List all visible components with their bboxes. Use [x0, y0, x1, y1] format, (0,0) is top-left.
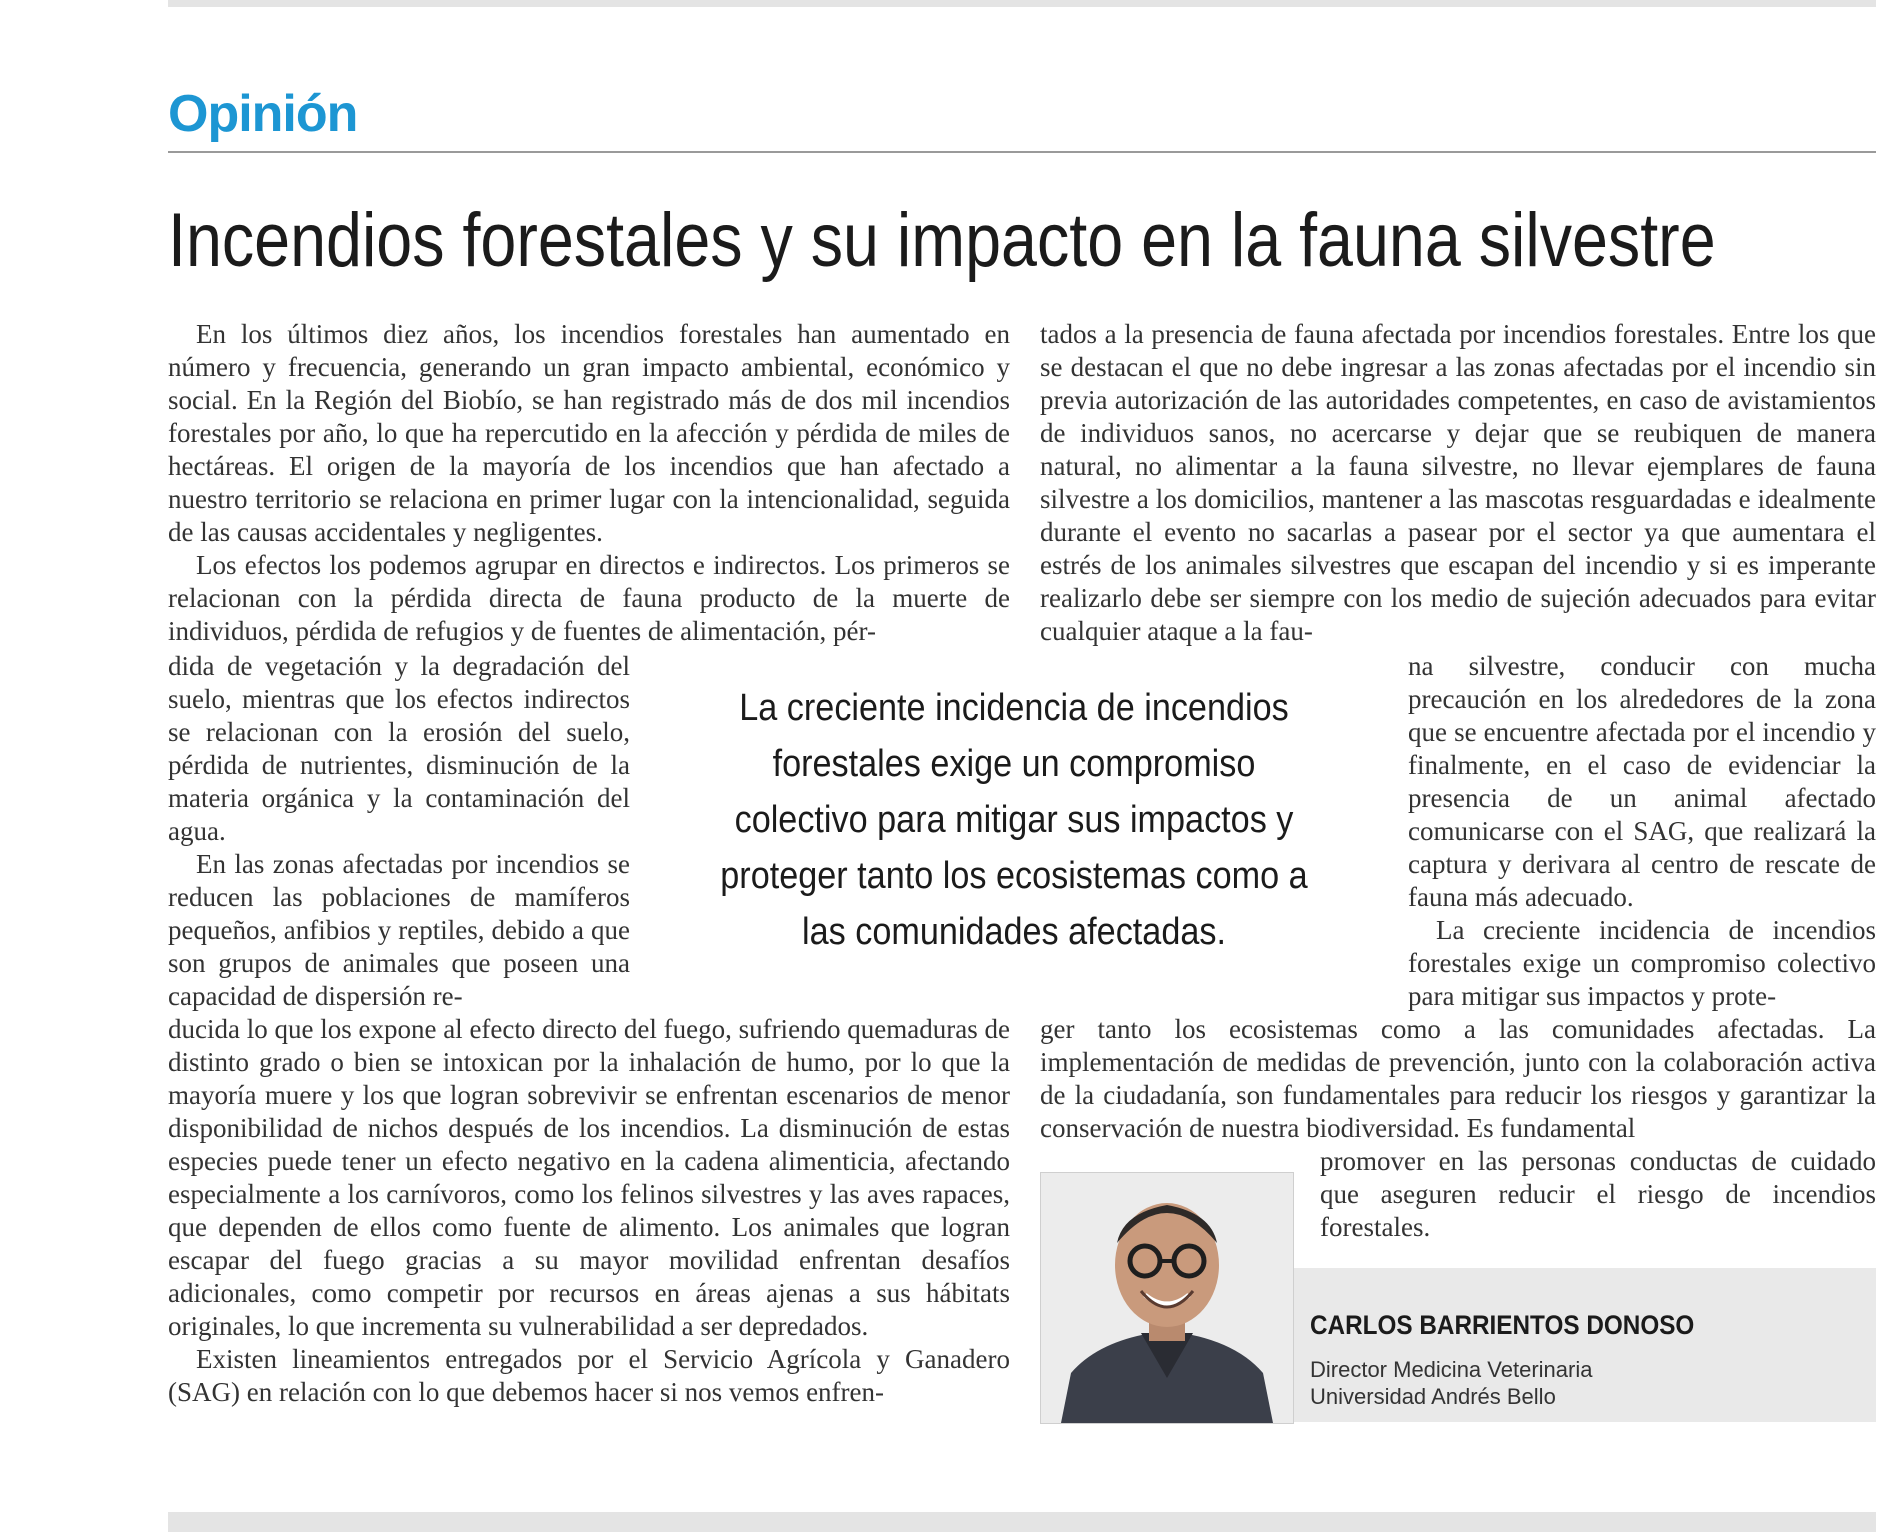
paragraph-continued: dida de vegetación y la degradación del suelo, mientras que los efectos indirectos se relacionan con la erosión del suelo, pérdida de nutrientes, disminución de la materia orgánica y la contaminación del agua.: [168, 651, 630, 846]
column-1-narrow: [168, 650, 630, 1013]
page-bottom-bar: [168, 1512, 1876, 1532]
column-1-bottom: [168, 1013, 1010, 1409]
paragraph-continued: tados a la presencia de fauna afectada por incendios forestales. Entre los que se destacan el que no debe ingresar a las zonas afectadas por el incendio sin previa autorización de las autoridades competentes, en caso de avistamientos de individuos sanos, no acercarse y dejar que se reubiquen de manera natural, no alimentar a la fauna silvestre, no llevar ejemplares de fauna silvestre a los domicilios, mantener a las mascotas resguardadas e idealmente durante el evento no sacarlas a pasear por el sector ya que aumentara el estrés de los animales silvestres que escapan del incendio y si es imperante realizarlo debe ser siempre con los medio de sujeción adecuados para evitar cualquier ataque a la fau-: [1040, 319, 1876, 646]
paragraph: La creciente incidencia de incendios forestales exige un compromiso colectivo para mitigar sus impactos y prote-: [1408, 915, 1876, 1011]
paragraph-continued: na silvestre, conducir con mucha precaución en los alrededores de la zona que se encuentre afectada por el incendio y finalmente, en el caso de evidenciar la presencia de un animal afectado comunicarse con el SAG, que realizará la captura y derivara al centro de rescate de fauna más adecuado.: [1408, 651, 1876, 912]
paragraph-continued: ducida lo que los expone al efecto directo del fuego, sufriendo quemaduras de distinto grado o bien se intoxican por la inhalación de humo, por lo que la mayoría muere y los que logran sobrevivir se enfrentan escenarios de menor disponibilidad de nichos después de los incendios. La disminución de estas especies puede tener un efecto negativo en la cadena alimenticia, afectando especialmente a los carnívoros, como los felinos silvestres y las aves rapaces, que dependen de ellos como fuente de alimento. Los animales que logran escapar del fuego gracias a su mayor movilidad enfrentan desafíos adicionales, como competir por recursos en áreas ajenas a sus hábitats originales, lo que incrementa su vulnerabilidad a ser depredados.: [168, 1014, 1010, 1341]
pull-quote: La creciente incidencia de incendios forestales exige un compromiso colectivo para mitigar sus impactos y proteger tanto los ecosistemas como a las comunidades afectadas.: [720, 687, 1308, 953]
paragraph-continued: ger tanto los ecosistemas como a las comunidades afectadas. La implementación de medidas de prevención, junto con la colaboración activa de la ciudadanía, son fundamentales para reducir los riesgos y garantizar la conservación de nuestra biodiversidad. Es fundamental: [1040, 1014, 1876, 1143]
section-divider: [168, 151, 1876, 153]
column-2-end: [1320, 1145, 1876, 1244]
column-1-top: [168, 318, 1010, 648]
author-name: CARLOS BARRIENTOS DONOSO: [1310, 1310, 1695, 1340]
column-2-narrow: [1408, 650, 1876, 1013]
paragraph: Existen lineamientos entregados por el Servicio Agrícola y Ganadero (SAG) en relación con lo que debemos hacer si nos vemos enfren-: [168, 1344, 1010, 1407]
section-label: Opinión: [168, 85, 358, 143]
article-headline: Incendios forestales y su impacto en la fauna silvestre: [168, 198, 1716, 283]
paragraph: Los efectos los podemos agrupar en directos e indirectos. Los primeros se relacionan con la pérdida directa de fauna producto de la muerte de individuos, pérdida de refugios y de fuentes de alimentación, pér-: [168, 550, 1010, 646]
author-photo: [1040, 1172, 1294, 1424]
paragraph: En los últimos diez años, los incendios forestales han aumentado en número y frecuencia, generando un gran impacto ambiental, económico y social. En la Región del Biobío, se han registrado más de dos mil incendios forestales por año, lo que ha repercutido en la afección y pérdida de miles de hectáreas. El origen de la mayoría de los incendios que han afectado a nuestro territorio se relaciona en primer lugar con la intencionalidad, seguida de las causas accidentales y negligentes.: [168, 319, 1010, 547]
author-role-line: Director Medicina Veterinaria: [1310, 1357, 1593, 1382]
column-2-top: [1040, 318, 1876, 648]
page-top-bar: [168, 0, 1876, 7]
portrait-illustration: [1041, 1173, 1293, 1423]
paragraph-continued: promover en las personas conductas de cuidado que aseguren reducir el riesgo de incendios forestales.: [1320, 1146, 1876, 1242]
author-role: [1310, 1356, 1592, 1410]
column-2-middle: [1040, 1013, 1876, 1145]
paragraph: En las zonas afectadas por incendios se reducen las poblaciones de mamíferos pequeños, anfibios y reptiles, debido a que son grupos de animales que poseen una capacidad de dispersión re-: [168, 849, 630, 1011]
author-role-line: Universidad Andrés Bello: [1310, 1384, 1556, 1409]
